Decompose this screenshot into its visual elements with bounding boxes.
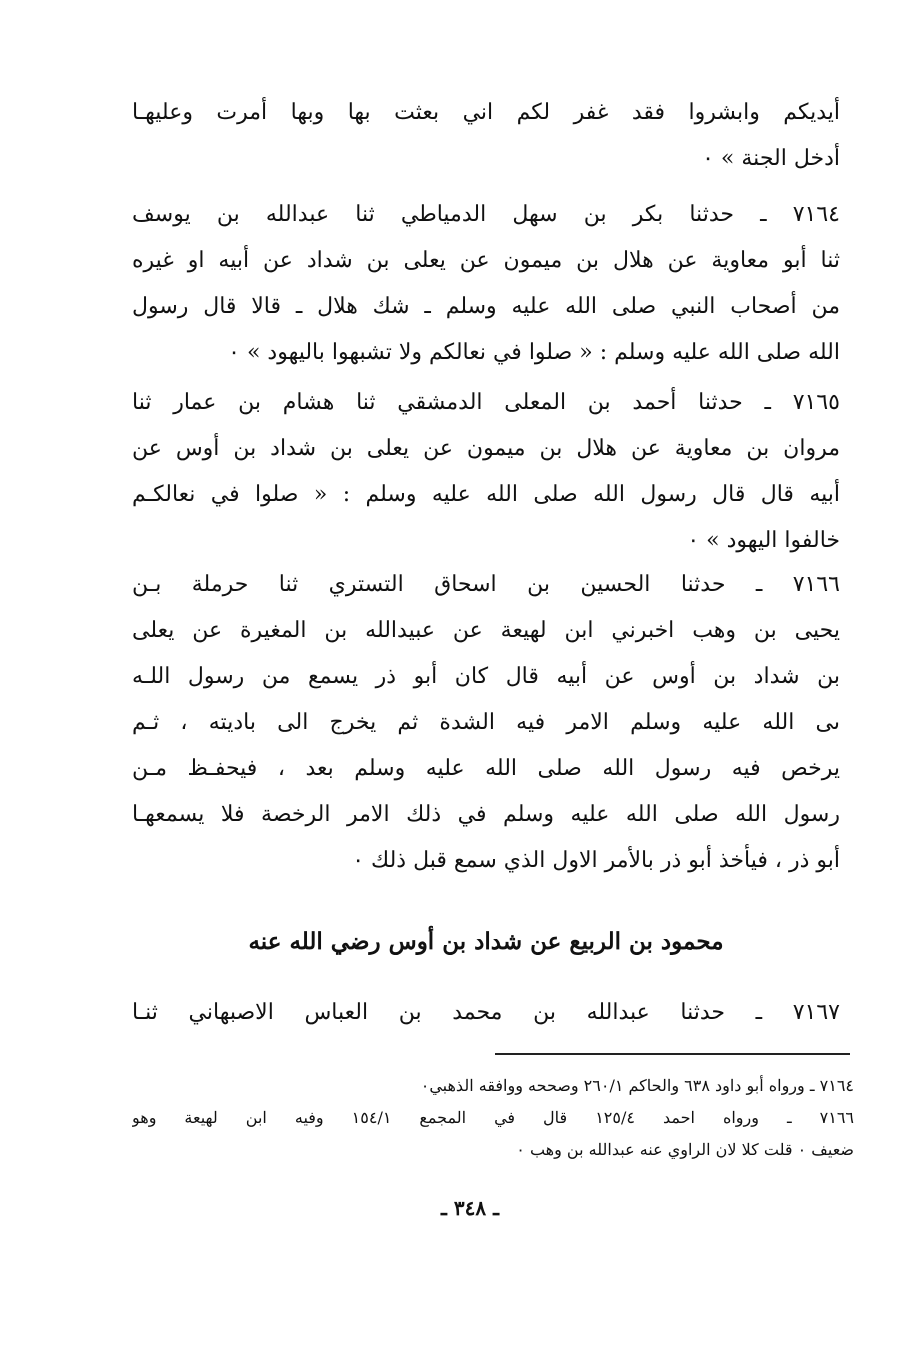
footnote-line: ضعيف ٠ قلت كلا لان الراوي عنه عبدالله بن وهب ٠ bbox=[516, 1140, 854, 1159]
text-line: أيديكم وابشروا فقد غفر لكم اني بعثت بها وبها أمرت وعليهـا bbox=[132, 100, 840, 125]
text-line: ٧١٦٤ ـ حدثنا بكر بن سهل الدمياطي ثنا عبدالله بن يوسف bbox=[132, 202, 840, 227]
text-line: أبو ذر ، فيأخذ أبو ذر بالأمر الاول الذي سمع قبل ذلك ٠ bbox=[352, 848, 840, 873]
text-line: يرخص فيه رسول الله صلى الله عليه وسلم بعد ، فيحفـظ مـن bbox=[132, 756, 840, 781]
text-line: ٧١٦٧ ـ حدثنا عبدالله بن محمد بن العباس الاصبهاني ثنـا bbox=[132, 1000, 840, 1025]
text-line: ٧١٦٥ ـ حدثنا أحمد بن المعلى الدمشقي ثنا هشام بن عمار ثنا bbox=[132, 390, 840, 415]
text-line: يحيى بن وهب اخبرني ابن لهيعة عن عبيدالله بن المغيرة عن يعلى bbox=[132, 618, 840, 643]
footnotes bbox=[132, 1070, 854, 1166]
text-line: خالفوا اليهود » ٠ bbox=[687, 528, 840, 553]
page-number: ـ ٣٤٨ ـ bbox=[441, 1196, 499, 1220]
hadith-7167 bbox=[132, 990, 840, 1036]
footnote-divider bbox=[495, 1053, 850, 1055]
hadith-7165 bbox=[132, 380, 840, 564]
text-line: ٧١٦٦ ـ حدثنا الحسين بن اسحاق التستري ثنا حرملة بـن bbox=[132, 572, 840, 597]
text-line: رسول الله صلى الله عليه وسلم في ذلك الامر الرخصة فلا يسمعهـا bbox=[132, 802, 840, 827]
hadith-7166 bbox=[132, 562, 840, 884]
text-line: مروان بن معاوية عن هلال بن ميمون عن يعلى بن شداد بن أوس عن bbox=[132, 436, 840, 461]
text-line: ىى الله عليه وسلم الامر فيه الشدة ثم يخرج الى باديته ، ثـم bbox=[132, 710, 840, 735]
text-line: بن شداد بن أوس عن أبيه قال كان أبو ذر يسمع من رسول اللـه bbox=[132, 664, 840, 689]
text-line: ثنا أبو معاوية عن هلال بن ميمون عن يعلى بن شداد عن أبيه او غيره bbox=[132, 248, 840, 273]
intro-paragraph bbox=[132, 90, 840, 182]
text-line: الله صلى الله عليه وسلم : « صلوا في نعالكم ولا تشبهوا باليهود » ٠ bbox=[228, 340, 840, 365]
text-line: أدخل الجنة » ٠ bbox=[702, 146, 840, 171]
text-line: من أصحاب النبي صلى الله عليه وسلم ـ شك هلال ـ قالا قال رسول bbox=[132, 294, 840, 319]
hadith-7164 bbox=[132, 192, 840, 376]
section-heading: محمود بن الربيع عن شداد بن أوس رضي الله عنه bbox=[248, 928, 724, 955]
text-line: أبيه قال قال رسول الله صلى الله عليه وسلم : « صلوا في نعالكـم bbox=[132, 482, 840, 507]
footnote-line: ٧١٦٦ ـ ورواه احمد ١٢٥/٤ قال في المجمع ١٥٤/١ وفيه ابن لهيعة وهو bbox=[132, 1108, 854, 1127]
footnote-line: ٧١٦٤ ـ ورواه أبو داود ٦٣٨ والحاكم ٢٦٠/١ وصححه ووافقه الذهبي٠ bbox=[420, 1076, 854, 1095]
